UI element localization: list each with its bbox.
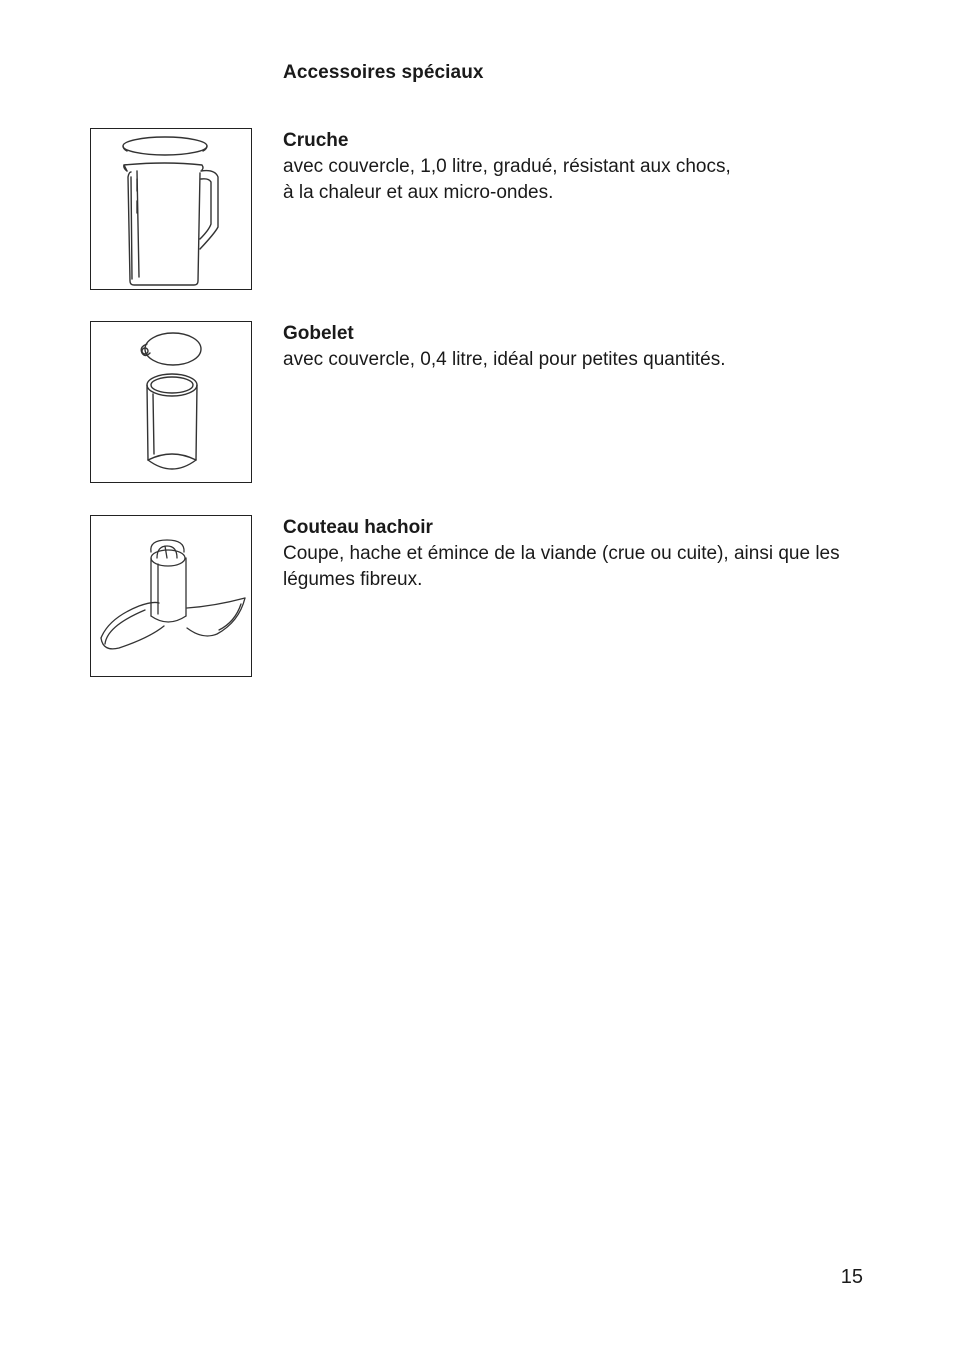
beaker-with-lid-icon	[91, 322, 251, 482]
jug-description-block	[283, 128, 883, 206]
accessory-item-jug	[0, 128, 954, 290]
beaker-description-block	[283, 321, 883, 373]
item-title-beaker: Gobelet	[283, 323, 354, 344]
jug-figure-frame	[90, 128, 252, 290]
page-heading: Accessoires spéciaux	[283, 62, 484, 83]
item-title-jug: Cruche	[283, 130, 349, 151]
page-number: 15	[840, 1266, 863, 1288]
accessory-item-beaker	[0, 321, 954, 483]
beaker-figure-frame	[90, 321, 252, 483]
item-description-line: légumes fibreux.	[283, 569, 423, 590]
item-title-blade: Couteau hachoir	[283, 517, 433, 538]
blade-description-block	[283, 515, 883, 593]
blade-figure-frame	[90, 515, 252, 677]
item-description-beaker	[283, 347, 883, 373]
item-description-blade	[283, 541, 883, 593]
chopping-blade-icon	[91, 516, 251, 676]
item-description-line: avec couvercle, 1,0 litre, gradué, résistant aux chocs,	[283, 156, 731, 177]
item-description-line: Coupe, hache et émince de la viande (crue ou cuite), ainsi que les	[283, 543, 840, 564]
item-description-line: à la chaleur et aux micro-ondes.	[283, 182, 554, 203]
accessory-item-blade	[0, 515, 954, 677]
item-description-jug	[283, 154, 883, 206]
jug-with-lid-icon	[91, 129, 251, 289]
item-description-line: avec couvercle, 0,4 litre, idéal pour petites quantités.	[283, 349, 726, 370]
